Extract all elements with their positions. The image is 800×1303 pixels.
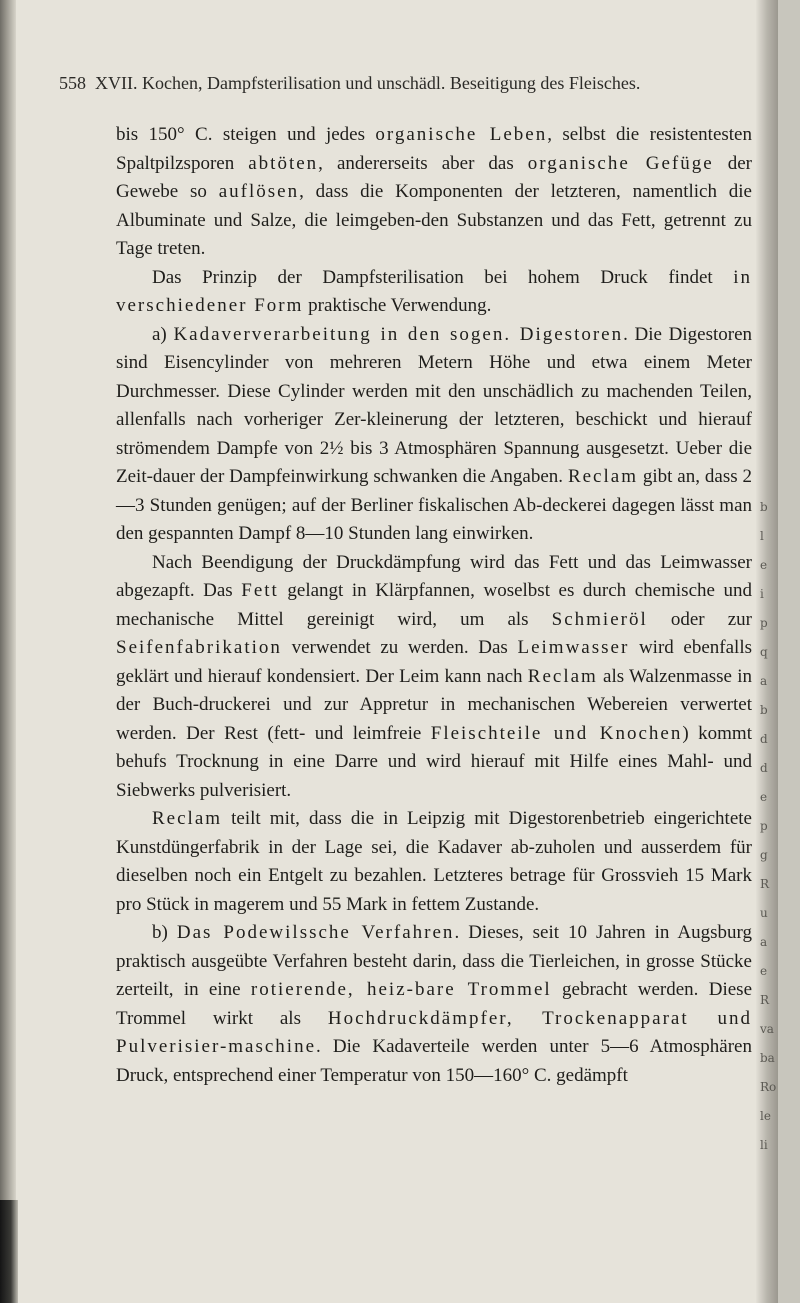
edge-glyph: d bbox=[760, 761, 768, 775]
body-text bbox=[116, 121, 752, 1090]
text-run: oder zur bbox=[647, 608, 752, 630]
edge-glyph: p bbox=[760, 616, 768, 630]
paragraph-p3 bbox=[116, 321, 752, 549]
paragraph-p1 bbox=[116, 121, 752, 264]
text-run: verwendet zu werden. Das bbox=[281, 637, 518, 658]
edge-glyph: p bbox=[760, 819, 768, 833]
spaced-emphasis-text: Reclam bbox=[527, 665, 598, 687]
paragraph-p2 bbox=[116, 264, 752, 321]
spaced-emphasis-text: in verschiedener Form bbox=[116, 266, 752, 316]
edge-glyph: R bbox=[760, 877, 770, 891]
edge-glyph: b bbox=[760, 500, 768, 514]
edge-glyph: va bbox=[760, 1022, 774, 1036]
spaced-emphasis-text: Kadaververarbeitung in den sogen. Digestoren bbox=[173, 323, 624, 345]
edge-glyph: l bbox=[760, 529, 764, 543]
spaced-emphasis-text: Reclam bbox=[152, 808, 223, 829]
text-run: , selbst die resistentesten Spaltpilzsporen bbox=[116, 124, 752, 174]
binding-gutter bbox=[0, 0, 16, 1303]
spaced-emphasis-text: Schmieröl bbox=[551, 608, 648, 630]
edge-glyph: Ro bbox=[760, 1080, 777, 1094]
spaced-emphasis-text: Seifenfabrikation bbox=[116, 637, 282, 658]
spaced-emphasis-text: organische Gefüge bbox=[527, 152, 714, 174]
facing-page-edge bbox=[756, 0, 778, 1303]
spaced-emphasis-text: Fett bbox=[241, 580, 279, 601]
text-run: Nach Beendigung der Druckdämpfung wird das Fett und das Leimwasser abgezapft. Das bbox=[116, 551, 752, 601]
spaced-emphasis-text: Leimwasser bbox=[517, 637, 630, 658]
spaced-emphasis-text: Fleischteile und Knochen bbox=[430, 722, 683, 744]
edge-glyph: i bbox=[760, 587, 764, 601]
edge-glyph: e bbox=[760, 790, 768, 804]
text-run: gibt an, dass 2—3 Stunden genügen; auf der Berliner fiskalischen Ab-deckerei dagegen lässt man den gespannten Dampf 8—10 Stunden lang einwirken. bbox=[116, 466, 752, 544]
paragraph-p6 bbox=[116, 919, 752, 1090]
text-run: a) bbox=[152, 323, 174, 345]
edge-glyph: b bbox=[760, 703, 768, 717]
edge-glyph: d bbox=[760, 732, 768, 746]
paragraph-p5 bbox=[116, 805, 752, 919]
spaced-emphasis-text: Reclam bbox=[567, 466, 638, 487]
text-run: , andererseits aber das bbox=[318, 152, 528, 174]
edge-glyph: g bbox=[760, 848, 768, 862]
text-run: als Walzenmasse in der Buch-druckerei und zur Appretur in mechanischen Webereien verwertet werden. Der Rest (fett- und leimfreie bbox=[116, 665, 753, 744]
text-run: Das Prinzip der Dampfsterilisation bei hohem Druck findet bbox=[152, 266, 734, 288]
spaced-emphasis-text: abtöten bbox=[248, 152, 319, 174]
text-run: wird ebenfalls geklärt und hierauf kondensiert. Der Leim kann nach bbox=[116, 637, 752, 687]
running-header bbox=[59, 73, 749, 94]
text-run: ) kommt behufs Trocknung in eine Darre und wird hierauf mit Hilfe eines Mahl- und Siebwerks pulverisiert. bbox=[116, 722, 752, 801]
edge-glyph: e bbox=[760, 558, 768, 572]
binding-gutter-dark bbox=[0, 1200, 18, 1303]
edge-glyph: ba bbox=[760, 1051, 775, 1065]
edge-glyph: a bbox=[760, 674, 768, 688]
text-run: praktische Verwendung. bbox=[303, 295, 492, 316]
spaced-emphasis-text: organische Leben bbox=[375, 124, 548, 145]
text-run: bis 150° C. steigen und jedes bbox=[116, 124, 376, 145]
text-run: gelangt in Klärpfannen, woselbst es durch chemische und mechanische Mittel gereinigt wird, um als bbox=[116, 580, 752, 630]
edge-glyph: q bbox=[760, 645, 768, 659]
spaced-emphasis-text: auflösen bbox=[218, 181, 300, 202]
edge-glyph: a bbox=[760, 935, 768, 949]
text-run: teilt mit, dass die in Leipzig mit Digestorenbetrieb eingerichtete Kunstdüngerfabrik in der Lage sei, die Kadaver ab-zuholen und ausserdem für dieselben noch ein Entgelt zu bezahlen. Letzteres betrage für Grossvieh 15 Mark pro Stück in magerem und 55 Mark in fettem Zustande. bbox=[116, 808, 752, 915]
text-run: , dass die Komponenten der letzteren, namentlich die Albuminate und Salze, die leimgeben-den Substanzen und das Fett, getrennt zu Tage treten. bbox=[116, 181, 752, 259]
spaced-emphasis-text: Das Podewilssche Verfahren bbox=[176, 922, 455, 943]
page-number: 558 bbox=[59, 73, 86, 93]
text-run: . Die Digestoren sind Eisencylinder von mehreren Metern Höhe und etwa einem Meter Durchmesser. Diese Cylinder werden mit den unschädlich zu machenden Teilen, allenfalls nach vorheriger Zer-kleinerung der letzteren, beschickt und hierauf strömendem Dampfe von 2½ bis 3 Atmosphären Spannung ausgesetzt. Ueber die Zeit-dauer der Dampfeinwirkung schwanken die Angaben. bbox=[116, 323, 753, 487]
running-title: XVII. Kochen, Dampfsterilisation und unschädl. Beseitigung des Fleisches. bbox=[95, 73, 641, 93]
edge-glyph: e bbox=[760, 964, 768, 978]
text-run: . Dieses, seit 10 Jahren in Augsburg praktisch ausgeübte Verfahren besteht darin, dass die Tierleichen, in grosse Stücke zerteilt, in eine bbox=[116, 922, 752, 1000]
text-run: b) bbox=[152, 922, 177, 943]
spaced-emphasis-text: Hochdruckdämpfer, Trockenapparat und Pulverisier-maschine bbox=[116, 1007, 752, 1057]
text-run: . Die Kadaverteile werden unter 5—6 Atmosphären Druck, entsprechend einer Temperatur von 150—160° C. gedämpft bbox=[116, 1036, 752, 1086]
edge-glyph: li bbox=[760, 1138, 768, 1152]
text-run: gebracht werden. Diese Trommel wirkt als bbox=[116, 979, 752, 1029]
edge-glyph: u bbox=[760, 906, 768, 920]
spaced-emphasis-text: rotierende, heiz-bare Trommel bbox=[250, 979, 552, 1000]
paragraph-p4 bbox=[116, 549, 752, 806]
text-run: der Gewebe so bbox=[116, 152, 752, 202]
edge-glyph: le bbox=[760, 1109, 771, 1123]
edge-glyph: R bbox=[760, 993, 770, 1007]
